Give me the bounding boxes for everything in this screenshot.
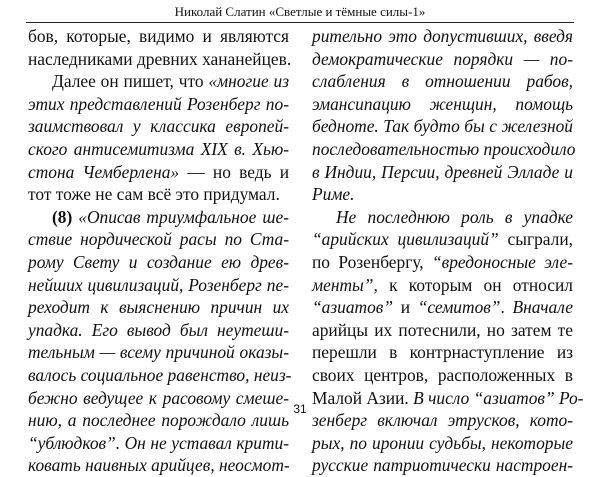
text-line (28, 70, 289, 93)
quote-text: ствие нордической расы по Ста- (28, 229, 289, 250)
quote-text: нию, а последнее порождало лишь (28, 410, 289, 431)
quote-text: бедноте. Так будто бы с железной (312, 116, 573, 137)
quote-text: «многие из (208, 71, 289, 92)
text-line (312, 25, 573, 48)
running-header: Николай Слатин «Светлые и тёмные силы-1» (174, 4, 426, 19)
text-line (312, 228, 573, 251)
plain-text: по Розенбергу, (312, 251, 433, 272)
quote-text: рительно это допустивших, введя (312, 26, 573, 46)
quote-text: этих представлений Розенберг по- (28, 93, 289, 114)
text-line (28, 319, 289, 342)
plain-text: наследниками древних хананейцев. (28, 48, 292, 69)
quote-text: в Индии, Персии, древней Элладе и (312, 161, 573, 182)
text-line (28, 251, 289, 274)
quote-text: валось социальное равенство, неиз- (28, 364, 292, 385)
text-line (312, 161, 573, 184)
quote-text: «Описав триумфальное ше- (72, 206, 289, 227)
quote-text: рому Свету и создание ею древ- (28, 251, 289, 272)
text-line (312, 48, 573, 71)
plain-text: арийцы их потеснили, но затем те (312, 319, 573, 340)
quote-text: демократические порядки — по- (312, 48, 573, 69)
text-line (28, 341, 289, 364)
text-line (28, 432, 289, 455)
text-line (312, 432, 573, 455)
text-line (312, 206, 573, 229)
quote-text: рых, по иронии судьбы, некоторые (312, 432, 573, 453)
quote-text: заимствовал у классика европей- (28, 116, 289, 137)
text-line (312, 93, 573, 116)
quote-text: нейших цивилизаций, Розенберг пе- (28, 274, 289, 295)
text-line (312, 138, 576, 161)
quote-text: Вначале (512, 297, 573, 318)
text-line (28, 206, 289, 229)
text-line (28, 454, 289, 477)
plain-text: сыграли, (498, 229, 573, 250)
text-line (28, 93, 289, 116)
text-line (312, 115, 573, 138)
quote-text: зенберг включал этрусков, кото- (312, 410, 573, 431)
quote-text: бежно ведущее к расовому смеше- (28, 387, 289, 408)
quote-text: эмансипацию женщин, помощь (312, 93, 573, 114)
text-line (312, 319, 573, 342)
quote-text: русские патриотически настроен- (312, 455, 573, 476)
text-line (28, 364, 292, 387)
quote-text: менты” (312, 274, 374, 295)
quote-text: ского антисемитизма XIX в. Хью- (28, 138, 289, 159)
text-line (28, 138, 289, 161)
page-number: 31 (293, 402, 307, 416)
footnote-marker: (8) (52, 206, 73, 227)
text-line (28, 228, 289, 251)
text-line (28, 274, 289, 297)
text-line (28, 48, 292, 71)
header-rule (26, 22, 574, 23)
plain-text: бов, которые, видимо и являются (28, 26, 289, 46)
plain-text: перешли в контрнаступление из (312, 342, 573, 363)
quote-text: “арийских цивилизаций” (312, 229, 499, 250)
quote-text: “ублюдков”. Он не уставал крити- (28, 432, 289, 453)
text-line (312, 274, 573, 297)
plain-text: — но ведь и (179, 161, 290, 182)
text-line (28, 115, 289, 138)
plain-text: . (500, 297, 513, 318)
quote-text: тельным — всему причиной оказы- (28, 342, 289, 363)
quote-text: последовательностью происходило (312, 138, 576, 159)
quote-text: “вредоносные эле- (432, 251, 573, 272)
text-line (312, 296, 573, 319)
text-line (28, 161, 289, 184)
text-line (312, 341, 573, 364)
quote-text: стона Чемберлена» (28, 161, 180, 182)
text-line (312, 364, 573, 387)
plain-text: , к которым он относил (373, 274, 573, 295)
plain-text: Малой Азии. (312, 387, 414, 408)
text-line (28, 25, 289, 48)
text-line (312, 251, 573, 274)
plain-text: Далее он пишет, что (52, 71, 209, 92)
quote-text: Риме. (312, 184, 355, 205)
quote-text: В число “азиатов” Ро- (413, 387, 584, 408)
quote-text: ковать наивных арийцев, неосмот- (28, 455, 290, 476)
text-line (312, 454, 573, 477)
quote-text: “азиатов” (312, 297, 394, 318)
text-line (28, 296, 289, 319)
text-line (312, 183, 573, 206)
quote-text: “семитов” (417, 297, 501, 318)
plain-text: своих центров, расположенных в (312, 364, 573, 385)
text-line (312, 70, 573, 93)
text-line (28, 183, 289, 206)
plain-text: тот тоже не сам всё это придумал. (28, 184, 280, 205)
quote-text: реходит к выяснению причин их (28, 297, 289, 318)
quote-text: упадка. Его вывод был неутеши- (28, 319, 289, 340)
quote-text: слабления в отношении рабов, (312, 71, 573, 92)
plain-text: и (393, 297, 418, 318)
quote-text: Не последнюю роль в упадке (336, 206, 573, 227)
